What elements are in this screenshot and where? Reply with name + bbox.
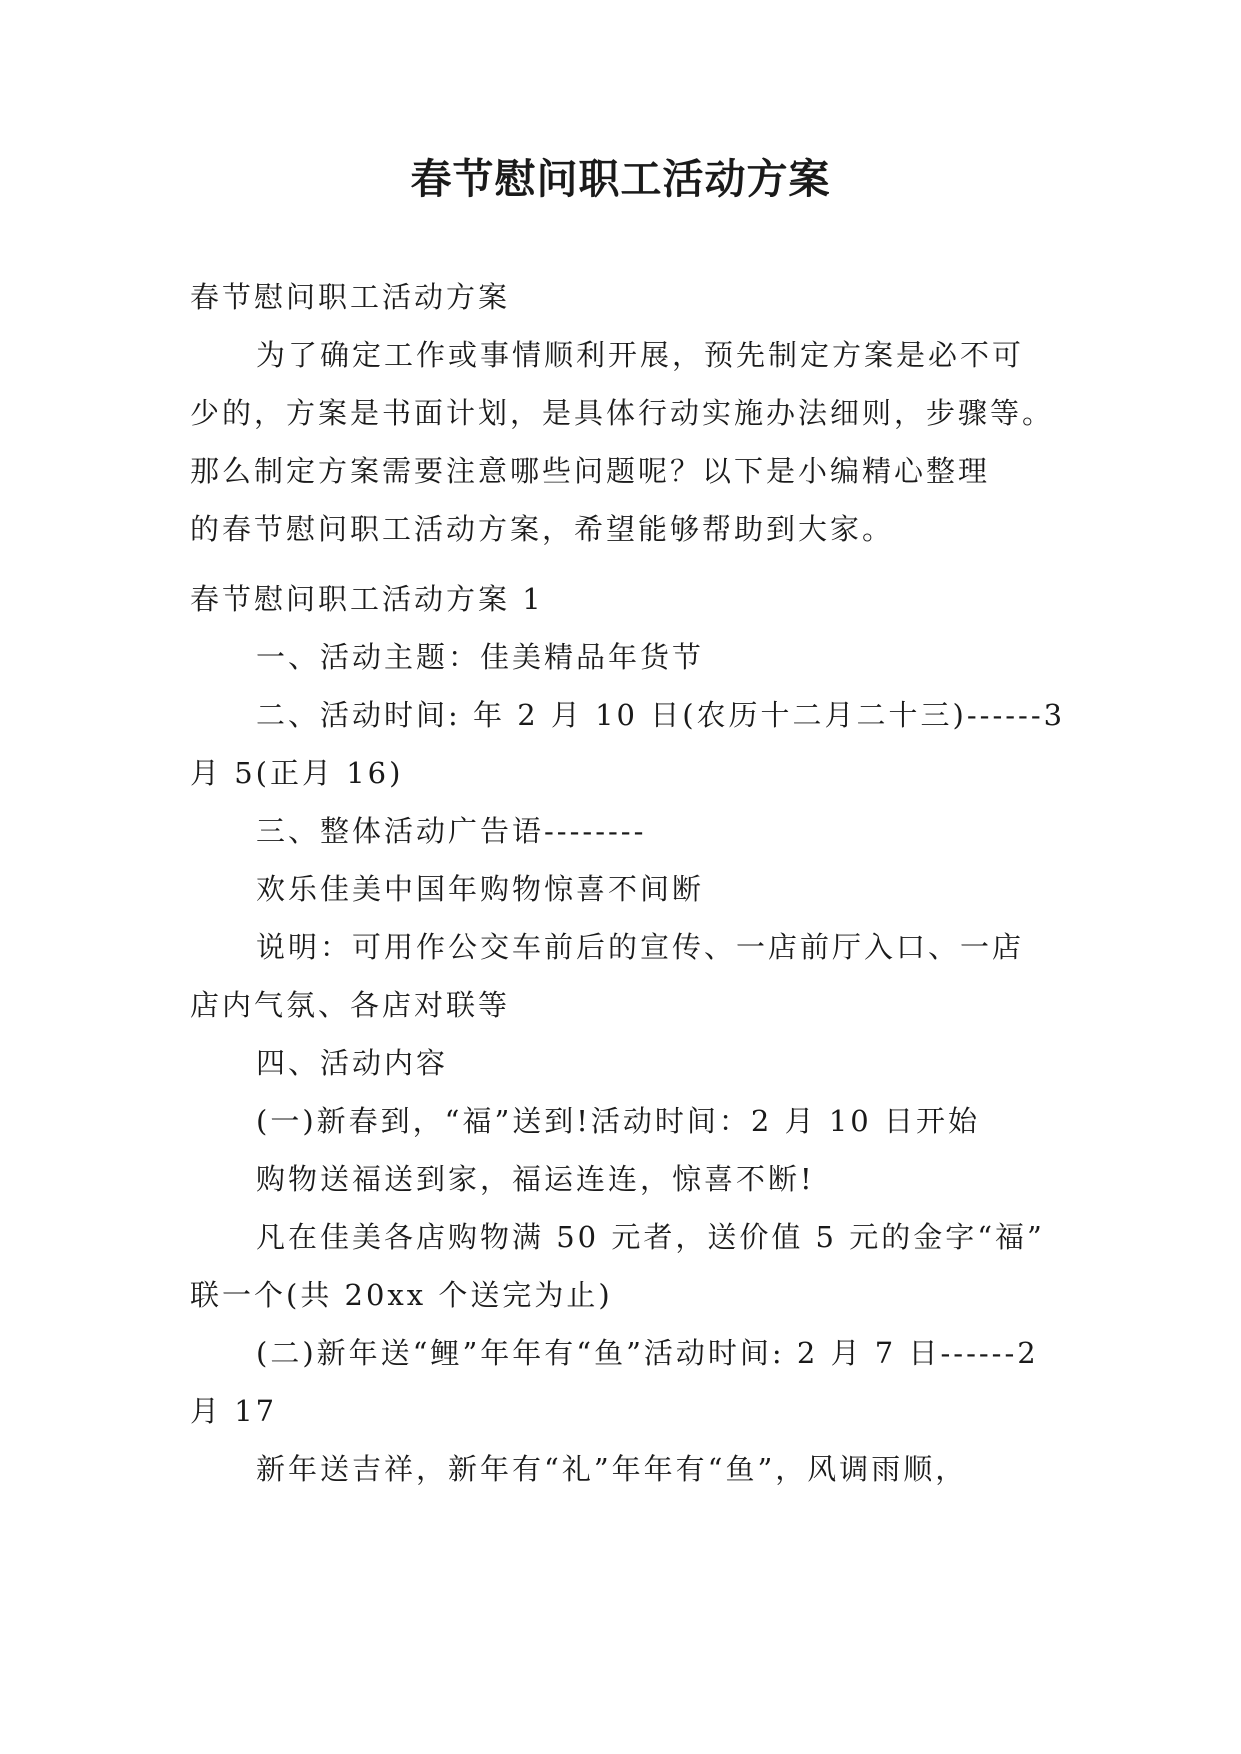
paragraph-line: 新年送吉祥，新年有“礼”年年有“鱼”，风调雨顺，: [256, 1452, 968, 1486]
paragraph-line: 少的，方案是书面计划，是具体行动实施办法细则，步骤等。: [190, 396, 1055, 430]
paragraph-line: 联一个(共 20xx 个送完为止): [190, 1278, 613, 1312]
paragraph-line: (一)新春到，“福”送到!活动时间：2 月 10 日开始: [256, 1104, 980, 1138]
document-title: 春节慰问职工活动方案: [410, 155, 831, 203]
paragraph-line: (二)新年送“鲤”年年有“鱼”活动时间: 2 月 7 日------2: [256, 1336, 1039, 1370]
paragraph-line: 店内气氛、各店对联等: [190, 988, 511, 1022]
paragraph-line: 说明：可用作公交车前后的宣传、一店前厅入口、一店: [256, 930, 1025, 964]
paragraph-line: 四、活动内容: [256, 1046, 449, 1080]
paragraph-line: 月 17: [190, 1394, 278, 1428]
document-body: [190, 268, 1070, 558]
paragraph-line: 的春节慰问职工活动方案，希望能够帮助到大家。: [190, 512, 895, 546]
section-1: [190, 570, 1070, 1498]
paragraph-line: 一、活动主题：佳美精品年货节: [256, 640, 705, 674]
paragraph-line: 凡在佳美各店购物满 50 元者，送价值 5 元的金字“福”: [256, 1220, 1045, 1254]
paragraph-line: 那么制定方案需要注意哪些问题呢？以下是小编精心整理: [190, 454, 991, 488]
subtitle-line: 春节慰问职工活动方案: [190, 280, 511, 314]
section-heading: 春节慰问职工活动方案 1: [190, 582, 544, 616]
paragraph-line: 购物送福送到家，福运连连，惊喜不断!: [256, 1162, 815, 1196]
paragraph-line: 三、整体活动广告语--------: [256, 814, 647, 848]
paragraph-line: 二、活动时间: 年 2 月 10 日(农历十二月二十三)------3: [256, 698, 1066, 732]
paragraph-line: 欢乐佳美中国年购物惊喜不间断: [256, 872, 705, 906]
paragraph-line: 为了确定工作或事情顺利开展，预先制定方案是必不可: [256, 338, 1025, 372]
paragraph-line: 月 5(正月 16): [190, 756, 404, 790]
